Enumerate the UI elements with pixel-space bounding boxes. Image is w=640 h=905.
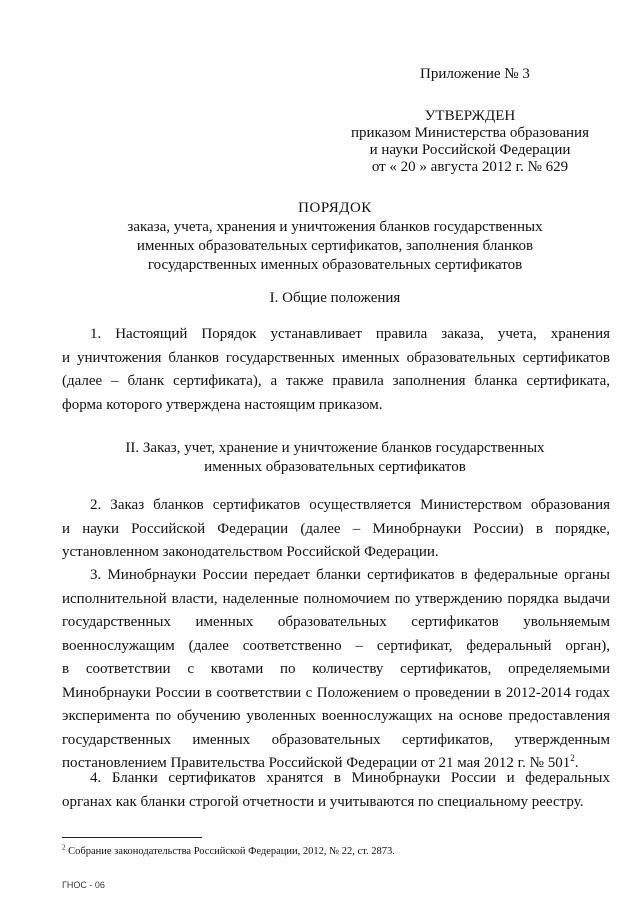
paragraph-line: и уничтожения бланков государственных именных образовательных сертификатов [62, 349, 610, 366]
section-2-heading [60, 439, 610, 477]
paragraph-1 [62, 323, 610, 417]
paragraph-line: органах как бланки строгой отчетности и учитываются по специальному реестру. [62, 793, 584, 810]
approval-line: от « 20 » августа 2012 г. № 629 [371, 159, 569, 175]
appendix-label: Приложение № 3 [420, 66, 530, 82]
paragraph-line: государственных именных образовательных сертификатов, утвержденным [62, 731, 610, 748]
subtitle-line: заказа, учета, хранения и уничтожения бланков государственных [127, 219, 543, 235]
paragraph-line: установленном законодательством Российской Федерации. [62, 544, 439, 560]
document-title: ПОРЯДОК [298, 200, 372, 216]
footnote-number: 2 [62, 843, 66, 852]
footnote [62, 843, 395, 857]
section-heading-line: II. Заказ, учет, хранение и уничтожение бланков государственных [125, 440, 545, 456]
paragraph-line: 1. Настоящий Порядок устанавливает правила заказа, учета, хранения [90, 326, 610, 342]
paragraph-line: и науки Российской Федерации (далее – Минобрнауки России) в порядке, [62, 520, 610, 537]
subtitle-line: государственных именных образовательных сертификатов [147, 257, 523, 273]
section-1-heading: I. Общие положения [269, 290, 401, 306]
paragraph-line: постановлением Правительства Российской Федерации от 21 мая 2012 г. № 501 [62, 755, 571, 771]
paragraph-line: 2. Заказ бланков сертификатов осуществляется Министерством образования [90, 497, 610, 513]
paragraph-line: эксперимента по обучению уволенных военнослужащих на основе предоставления [62, 708, 610, 724]
subtitle-line: именных образовательных сертификатов, заполнения бланков [136, 238, 534, 254]
paragraph-line: в соответствии с квотами по количеству сертификатов, определяемыми [62, 661, 610, 677]
paragraph-line: исполнительной власти, наделенные полномочием по утверждению порядка выдачи [62, 590, 610, 607]
paragraph-line: 4. Бланки сертификатов хранятся в Минобрнауки России и федеральных [90, 770, 610, 786]
approved-heading: УТВЕРЖДЕН [424, 108, 516, 124]
footnote-mark: 2 [570, 753, 575, 763]
footnote-text: Собрание законодательства Российской Федерации, 2012, № 22, ст. 2873. [68, 846, 395, 857]
paragraph-line: государственных именных образовательных сертификатов увольняемым [62, 614, 610, 630]
paragraph-2 [62, 494, 610, 565]
paragraph-line: Минобрнауки России в соответствии с Положением о проведении в 2012-2014 годах [62, 684, 610, 701]
footnote-divider [62, 837, 202, 838]
paragraph-3 [62, 564, 610, 776]
paragraph-line: военнослужащим (далее соответственно – сертификат, федеральный орган), [62, 637, 610, 654]
paragraph-line: форма которого утверждена настоящим приказом. [62, 396, 383, 413]
document-subtitle [60, 218, 610, 275]
sentence-end: . [574, 755, 579, 771]
section-heading-line: именных образовательных сертификатов [204, 459, 466, 475]
paragraph-line: 3. Минобрнауки России передает бланки сертификатов в федеральные органы [90, 567, 610, 583]
approval-line: приказом Министерства образования [351, 125, 589, 141]
approval-block [300, 108, 640, 176]
document-code: ГНОС - 06 [62, 880, 105, 890]
paragraph-4 [62, 767, 610, 814]
approval-line: и науки Российской Федерации [369, 142, 571, 158]
paragraph-line: (далее – бланк сертификата), а также правила заполнения бланка сертификата, [62, 373, 610, 389]
